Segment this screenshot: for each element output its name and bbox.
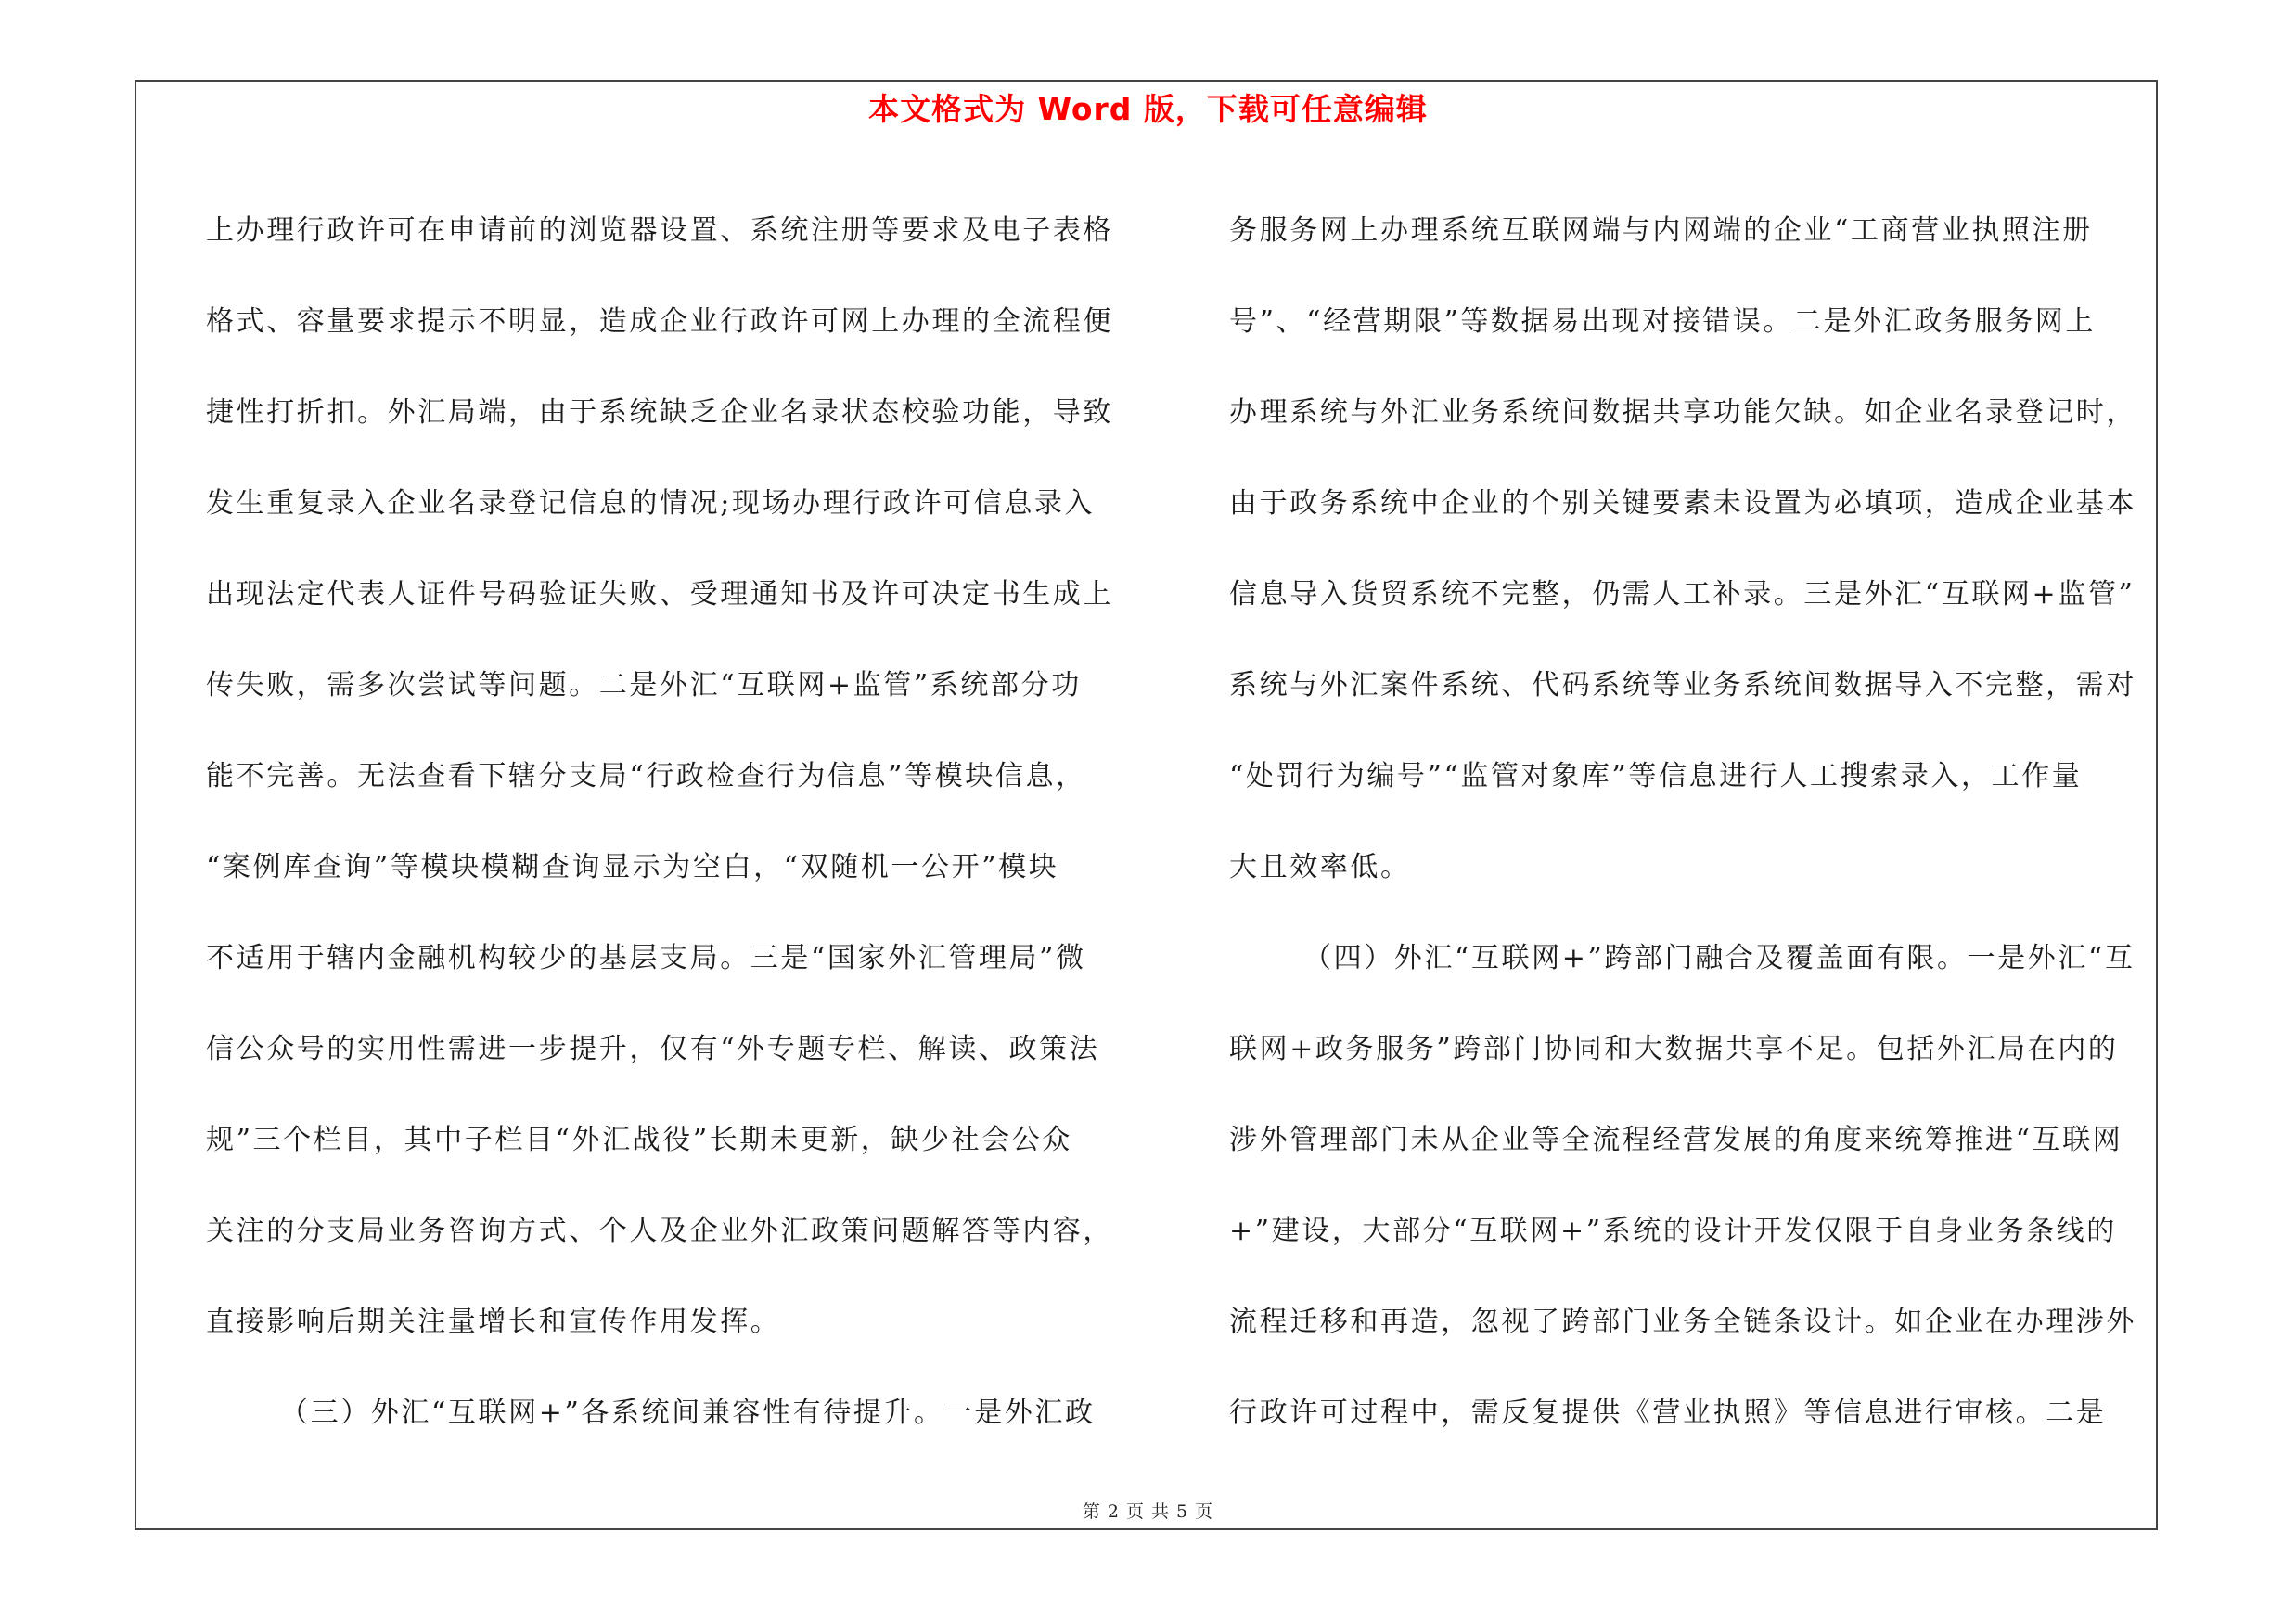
text-line: 由于政务系统中企业的个别关键要素未设置为必填项，造成企业基本 xyxy=(1229,487,2136,520)
text-line: 信息导入货贸系统不完整，仍需人工补录。三是外汇“互联网+监管” xyxy=(1229,578,2136,611)
section-heading-4: （四）外汇“互联网+”跨部门融合及覆盖面有限。一是外汇“互 xyxy=(1303,942,2136,974)
text-line: “案例库查询”等模块模糊查询显示为空白，“双随机一公开”模块 xyxy=(206,851,1059,883)
text-line: 流程迁移和再造，忽视了跨部门业务全链条设计。如企业在办理涉外 xyxy=(1229,1306,2136,1338)
text-line: 不适用于辖内金融机构较少的基层支局。三是“国家外汇管理局”微 xyxy=(206,942,1086,974)
text-line: 出现法定代表人证件号码验证失败、受理通知书及许可决定书生成上 xyxy=(206,578,1113,611)
text-line: 行政许可过程中，需反复提供《营业执照》等信息进行审核。二是 xyxy=(1229,1397,2107,1429)
text-line: 涉外管理部门未从企业等全流程经营发展的角度来统筹推进“互联网 xyxy=(1229,1124,2123,1156)
text-line: 联网+政务服务”跨部门协同和大数据共享不足。包括外汇局在内的 xyxy=(1229,1033,2119,1065)
page-number: 第 2 页 共 5 页 xyxy=(1082,1501,1214,1522)
section-heading-3: （三）外汇“互联网+”各系统间兼容性有待提升。一是外汇政 xyxy=(280,1397,1096,1429)
left-column xyxy=(206,186,1124,1459)
right-column xyxy=(1229,186,2148,1459)
text-line: “处罚行为编号”“监管对象库”等信息进行人工搜索录入，工作量 xyxy=(1229,760,2083,792)
format-banner: 本文格式为 Word 版，下载可任意编辑 xyxy=(868,91,1428,127)
text-line: 务服务网上办理系统互联网端与内网端的企业“工商营业执照注册 xyxy=(1229,214,2093,247)
text-line: 系统与外汇案件系统、代码系统等业务系统间数据导入不完整，需对 xyxy=(1229,669,2136,702)
text-line: 办理系统与外汇业务系统间数据共享功能欠缺。如企业名录登记时， xyxy=(1229,396,2136,429)
text-line: 号”、“经营期限”等数据易出现对接错误。二是外汇政务服务网上 xyxy=(1229,305,2097,338)
text-line: 格式、容量要求提示不明显，造成企业行政许可网上办理的全流程便 xyxy=(206,305,1113,338)
text-line: 发生重复录入企业名录登记信息的情况;现场办理行政许可信息录入 xyxy=(206,487,1096,520)
text-line: +”建设，大部分“互联网+”系统的设计开发仅限于自身业务条线的 xyxy=(1229,1215,2117,1247)
text-line: 传失败，需多次尝试等问题。二是外汇“互联网+监管”系统部分功 xyxy=(206,669,1082,702)
text-line: 关注的分支局业务咨询方式、个人及企业外汇政策问题解答等内容， xyxy=(206,1215,1113,1247)
text-line: 大且效率低。 xyxy=(1229,851,1411,883)
text-line: 信公众号的实用性需进一步提升，仅有“外专题专栏、解读、政策法 xyxy=(206,1033,1100,1065)
text-line: 能不完善。无法查看下辖分支局“行政检查行为信息”等模块信息， xyxy=(206,760,1086,792)
text-line: 上办理行政许可在申请前的浏览器设置、系统注册等要求及电子表格 xyxy=(206,214,1113,247)
text-line: 捷性打折扣。外汇局端，由于系统缺乏企业名录状态校验功能，导致 xyxy=(206,396,1113,429)
text-line: 直接影响后期关注量增长和宣传作用发挥。 xyxy=(206,1306,781,1338)
text-line: 规”三个栏目，其中子栏目“外汇战役”长期未更新，缺少社会公众 xyxy=(206,1124,1073,1156)
